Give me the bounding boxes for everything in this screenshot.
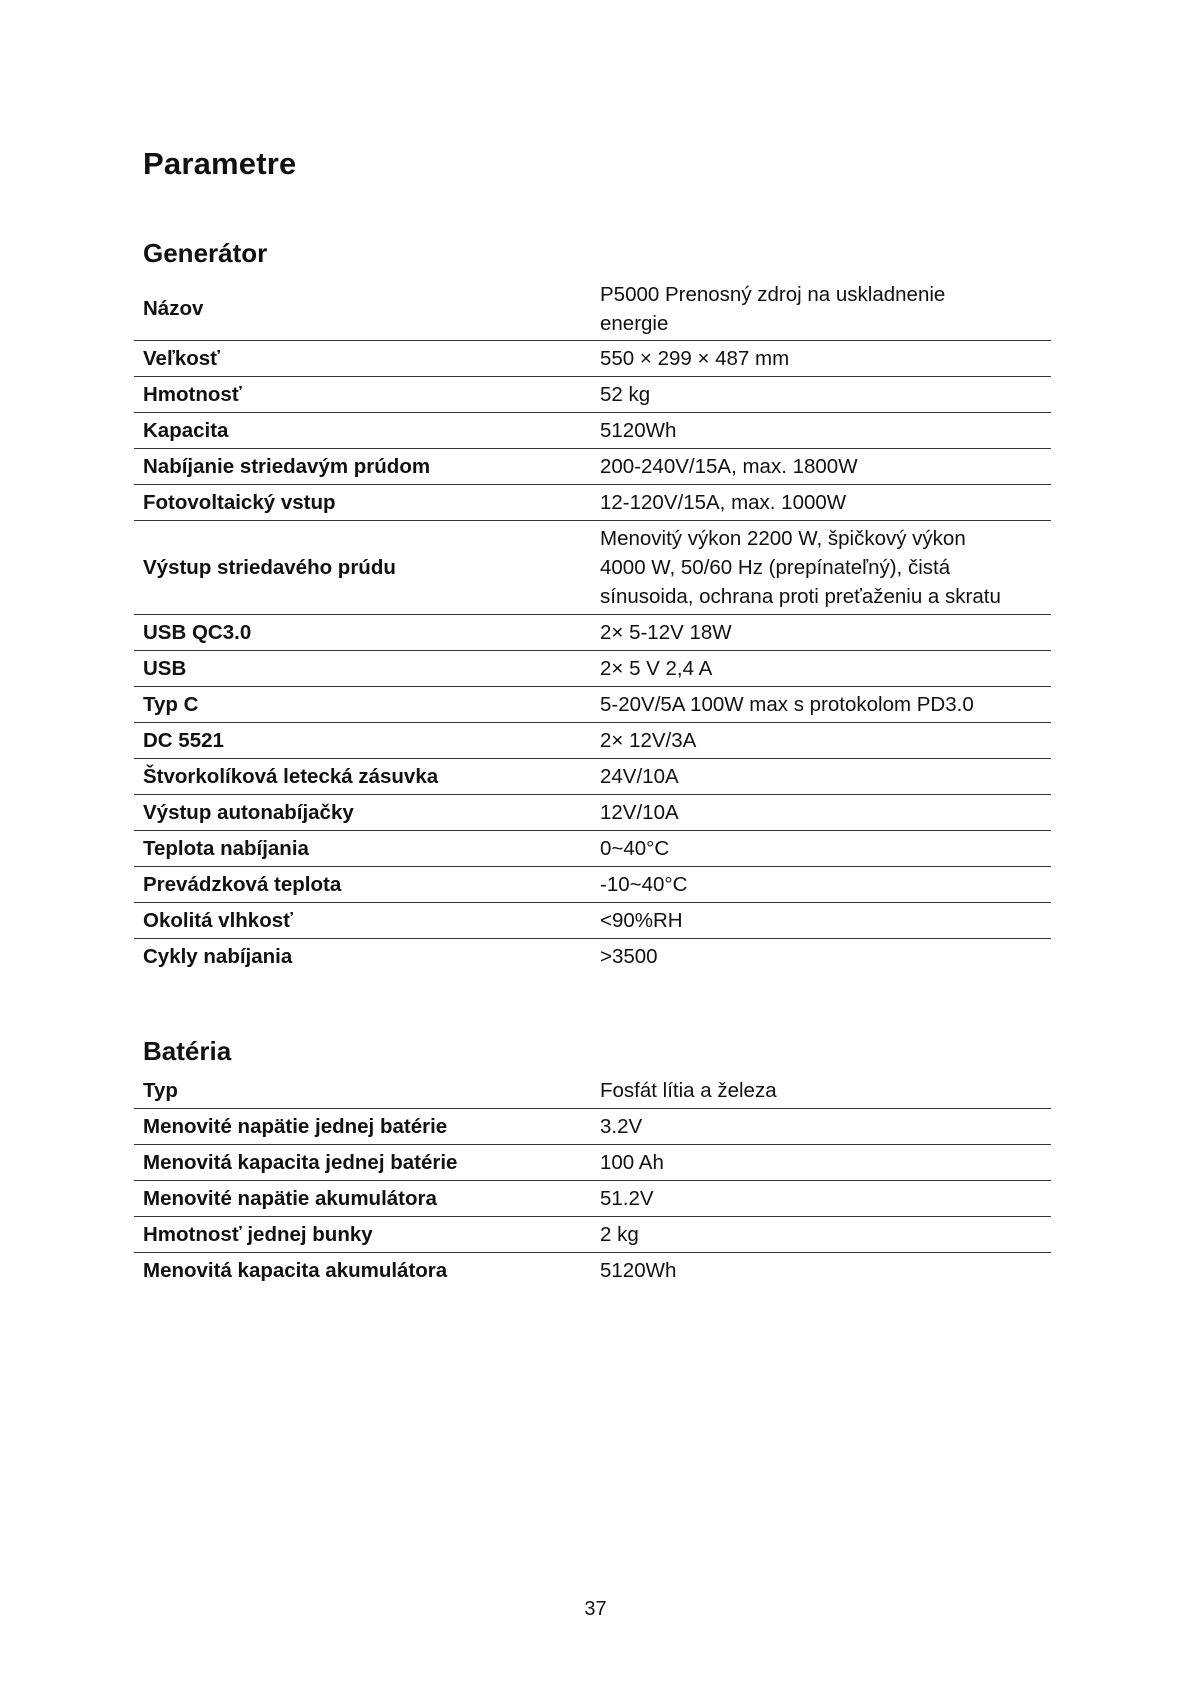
table-row [134,1145,1051,1181]
spec-label: Kapacita [134,413,590,449]
spec-label: Menovitá kapacita jednej batérie [134,1145,590,1181]
table-row [134,615,1051,651]
table-row [134,651,1051,687]
spec-label: Cykly nabíjania [143,945,293,968]
table-row [134,723,1051,759]
spec-label: Veľkosť [134,341,590,377]
spec-value: 5120Wh [590,413,1051,449]
battery-section-title: Batéria [143,1036,232,1066]
spec-value: -10~40°C [590,867,1051,903]
spec-label: USB QC3.0 [134,615,590,651]
table-row [134,795,1051,831]
spec-value: <90%RH [590,903,1051,939]
spec-label: Menovité napätie jednej batérie [134,1109,590,1145]
spec-value: 2 kg [590,1217,1051,1253]
table-row [134,1253,1051,1289]
spec-value: 0~40°C [590,831,1051,867]
spec-value: 200-240V/15A, max. 1800W [590,449,1051,485]
spec-label: Prevádzková teplota [134,867,590,903]
spec-value: Menovitý výkon 2200 W, špičkový výkon 4000 W, 50/60 Hz (prepínateľný), čistá sínusoida, ochrana proti preťaženiu a skratu [590,521,1051,615]
spec-label: Štvorkolíková letecká zásuvka [134,759,590,795]
table-row [134,939,1051,975]
spec-value: 2× 12V/3A [590,723,1051,759]
table-row [134,687,1051,723]
page-title: Parametre [143,146,297,181]
spec-label: Hmotnosť jednej bunky [134,1217,590,1253]
spec-value: 100 Ah [590,1145,1051,1181]
spec-label: Názov [134,277,590,341]
spec-value: 12V/10A [590,795,1051,831]
spec-value: 5120Wh [600,1259,677,1282]
table-row [134,341,1051,377]
table-row [134,377,1051,413]
table-row [134,1217,1051,1253]
table-row [134,413,1051,449]
table-row [134,903,1051,939]
table-row [134,1181,1051,1217]
spec-label: Výstup striedavého prúdu [134,521,590,615]
spec-label: Typ C [134,687,590,723]
spec-label: Teplota nabíjania [134,831,590,867]
spec-value: P5000 Prenosný zdroj na uskladnenie energie [590,277,1051,341]
spec-label: Typ [134,1073,590,1109]
spec-value: >3500 [600,945,658,968]
table-row [134,521,1051,615]
spec-value: 24V/10A [590,759,1051,795]
spec-label: USB [134,651,590,687]
table-row [134,831,1051,867]
spec-label: DC 5521 [134,723,590,759]
spec-label: Fotovoltaický vstup [134,485,590,521]
battery-spec-table [134,1073,1051,1288]
table-row [134,867,1051,903]
spec-label: Okolitá vlhkosť [134,903,590,939]
generator-spec-table [134,277,1051,974]
generator-section-title: Generátor [143,238,268,268]
page-number: 37 [584,1598,607,1620]
spec-value: 2× 5 V 2,4 A [590,651,1051,687]
spec-label: Výstup autonabíjačky [134,795,590,831]
table-row [134,277,1051,341]
spec-label: Menovité napätie akumulátora [134,1181,590,1217]
spec-value: 52 kg [590,377,1051,413]
spec-value: 2× 5-12V 18W [590,615,1051,651]
table-row [134,1109,1051,1145]
spec-label: Hmotnosť [134,377,590,413]
table-row [134,485,1051,521]
table-row [134,759,1051,795]
table-row [134,449,1051,485]
spec-value: 550 × 299 × 487 mm [590,341,1051,377]
spec-value: 5-20V/5A 100W max s protokolom PD3.0 [590,687,1051,723]
spec-label: Nabíjanie striedavým prúdom [134,449,590,485]
spec-value: 51.2V [590,1181,1051,1217]
spec-value: 3.2V [590,1109,1051,1145]
spec-value: Fosfát lítia a železa [590,1073,1051,1109]
spec-label: Menovitá kapacita akumulátora [143,1259,448,1282]
table-row [134,1073,1051,1109]
spec-value: 12-120V/15A, max. 1000W [590,485,1051,521]
